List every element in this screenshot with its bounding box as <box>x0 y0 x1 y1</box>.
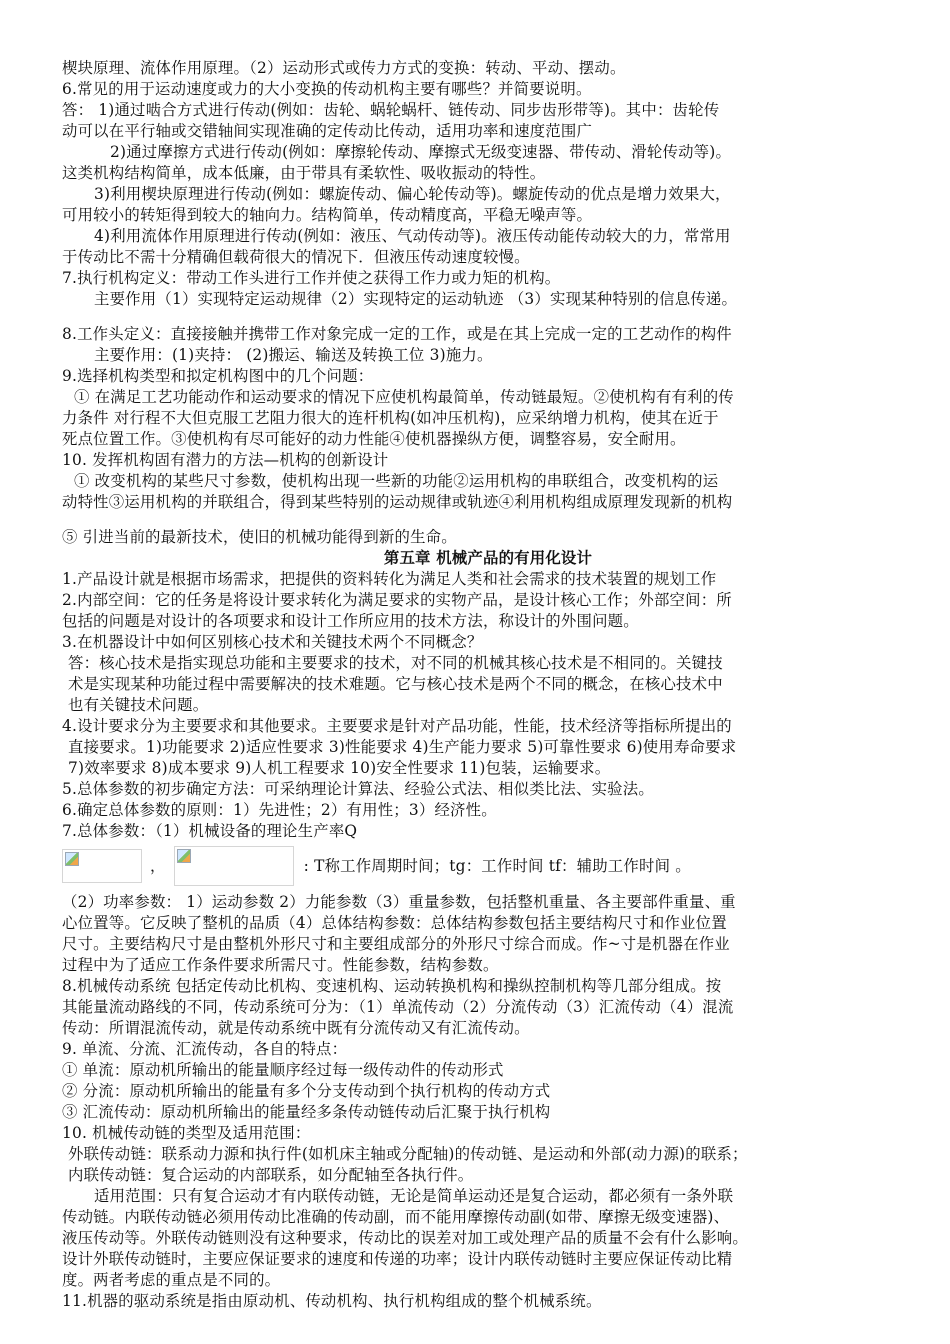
text-line: 包括的问题是对设计的各项要求和设计工作所应用的技术方法，称设计的外围问题。 <box>62 612 639 630</box>
text-line: 5.总体参数的初步确定方法：可采纳理论计算法、经验公式法、相似类比法、实验法。 <box>62 780 654 798</box>
text-line: 4)利用流体作用原理进行传动(例如：液压、气动传动等)。液压传动能传动较大的力，常常用 <box>94 227 731 245</box>
text-line: 2)通过摩擦方式进行传动(例如：摩擦轮传动、摩擦式无级变速器、带传动、滑轮传动等)。 <box>110 143 732 161</box>
text-line: 6.确定总体参数的原则：1）先进性；2）有用性；3）经济性。 <box>62 801 497 819</box>
text-line: （2）功率参数： 1）运动参数 2）力能参数（3）重量参数，包括整机重量、各主要部件重量、重 <box>62 893 736 911</box>
text-line: ⑤ 引进当前的最新技术，使旧的机械功能得到新的生命。 <box>62 528 457 546</box>
text-line: 答： 1)通过啮合方式进行传动(例如：齿轮、蜗轮蜗杆、链传动、同步齿形带等)。其中：齿轮传 <box>62 101 720 119</box>
text-line: 动特性③运用机构的并联组合，得到某些特别的运动规律或轨迹④利用机构组成原理发现新的机构 <box>62 493 733 511</box>
formula-separator: ， <box>150 856 166 875</box>
text-line: 9. 单流、分流、汇流传动，各自的特点： <box>62 1040 348 1058</box>
text-line: 其能量流动路线的不同，传动系统可分为：（1）单流传动（2）分流传动（3）汇流传动（4）混流 <box>62 998 734 1016</box>
text-line: 死点位置工作。③使机构有尽可能好的动力性能④使机器操纵方便，调整容易，安全耐用。 <box>62 430 686 448</box>
text-line: 尺寸。主要结构尺寸是由整机外形尺寸和主要组成部分的外形尺寸综合而成。作~寸是机器在作业 <box>62 935 730 953</box>
text-line: 8.机械传动系统 包括定传动比机构、变速机构、运动转换机构和操纵控制机构等几部分组成。按 <box>62 977 722 995</box>
text-line: 7)效率要求 8)成本要求 9)人机工程要求 10)安全性要求 11)包装，运输要求。 <box>68 759 611 777</box>
spacer <box>62 513 894 527</box>
text-line: ① 改变机构的某些尺寸参数，使机构出现一些新的功能②运用机构的串联组合，改变机构的运 <box>74 472 719 490</box>
text-line: 液压传动等。外联传动链则没有这种要求，传动比的误差对加工或处理产品的质量不会有什么影响。 <box>62 1229 748 1247</box>
document-page <box>62 58 894 1312</box>
spacer <box>62 310 894 324</box>
formula-image-placeholder <box>174 846 294 886</box>
text-line: 答：核心技术是指实现总功能和主要要求的技术，对不同的机械其核心技术是不相同的。关键技 <box>68 654 723 672</box>
formula-description: : T称工作周期时间；tg：工作时间 tf：辅助工作时间 。 <box>303 856 691 875</box>
text-line: 3)利用楔块原理进行传动(例如：螺旋传动、偏心轮传动等)。螺旋传动的优点是增力效果大， <box>94 185 731 203</box>
text-line: 1.产品设计就是根据市场需求，把提供的资料转化为满足人类和社会需求的技术装置的规划工作 <box>62 570 717 588</box>
text-line: 过程中为了适应工作条件要求所需尺寸。性能参数，结构参数。 <box>62 956 499 974</box>
formula-row <box>62 846 894 886</box>
question-9: 9.选择机构类型和拟定机构图中的几个问题： <box>62 367 374 385</box>
text-line: 直接要求。1)功能要求 2)适应性要求 3)性能要求 4)生产能力要求 5)可靠性要求 6)使用寿命要求 <box>68 738 737 756</box>
text-line: 4.设计要求分为主要要求和其他要求。主要要求是针对产品功能，性能，技术经济等指标所提出的 <box>62 717 732 735</box>
text-line: 3.在机器设计中如何区别核心技术和关键技术两个不同概念？ <box>62 633 483 651</box>
text-line: 内联传动链：复合运动的内部联系，如分配轴至各执行件。 <box>68 1166 474 1184</box>
text-line: 外联传动链：联系动力源和执行件(如机床主轴或分配轴)的传动链、是运动和外部(动力源)的联系； <box>68 1145 748 1163</box>
list-item: ② 分流：原动机所输出的能量有多个分支传动到个执行机构的传动方式 <box>62 1082 551 1100</box>
text-line: 11.机器的驱动系统是指由原动机、传动机构、执行机构组成的整个机械系统。 <box>62 1292 602 1310</box>
question-8: 8.工作头定义：直接接触并携带工作对象完成一定的工作，或是在其上完成一定的工艺动作的构件 <box>62 325 732 343</box>
list-item: ③ 汇流传动：原动机所输出的能量经多条传动链传动后汇聚于执行机构 <box>62 1103 551 1121</box>
question-7: 7.执行机构定义：带动工作头进行工作并使之获得工作力或力矩的机构。 <box>62 269 561 287</box>
broken-image-icon <box>65 852 79 866</box>
text-line: 动可以在平行轴或交错轴间实现准确的定传动比传动，适用功率和速度范围广 <box>62 122 593 140</box>
text-line: 也有关键技术问题。 <box>68 696 209 714</box>
list-item: ① 单流：原动机所输出的能量顺序经过每一级传动件的传动形式 <box>62 1061 504 1079</box>
text-line: 心位置等。它反映了整机的品质（4）总体结构参数：总体结构参数包括主要结构尺寸和作业位置 <box>62 914 727 932</box>
text-line: 7.总体参数：（1）机械设备的理论生产率Q <box>62 822 358 840</box>
text-line: 楔块原理、流体作用原理。（2）运动形式或传力方式的变换：转动、平动、摆动。 <box>62 59 626 77</box>
formula-image-placeholder <box>62 849 142 883</box>
text-line: 这类机构结构简单，成本低廉，由于带具有柔软性、吸收振动的特性。 <box>62 164 546 182</box>
text-line: 主要作用：(1)夹持： (2)搬运、输送及转换工位 3)施力。 <box>94 346 493 364</box>
question-6: 6.常见的用于运动速度或力的大小变换的传动机构主要有哪些？并简要说明。 <box>62 80 592 98</box>
text-line: 传动链。内联传动链必须用传动比准确的传动副，而不能用摩擦传动副(如带、摩擦无级变速器)、 <box>62 1208 730 1226</box>
question-10: 10. 发挥机构固有潜力的方法—机构的创新设计 <box>62 451 389 469</box>
text-line: 主要作用（1）实现特定运动规律（2）实现特定的运动轨迹 （3）实现某种特别的信息传递。 <box>94 290 738 308</box>
text-line: 10. 机械传动链的类型及适用范围： <box>62 1124 311 1142</box>
text-line: 可用较小的转矩得到较大的轴向力。结构简单，传动精度高，平稳无噪声等。 <box>62 206 593 224</box>
text-line: 2.内部空间：它的任务是将设计要求转化为满足要求的实物产品，是设计核心工作；外部空间：所 <box>62 591 732 609</box>
text-line: 度。两者考虑的重点是不同的。 <box>62 1271 281 1289</box>
text-line: ① 在满足工艺功能动作和运动要求的情况下应使机构最简单，传动链最短。②使机构有有利的传 <box>74 388 734 406</box>
text-line: 设计外联传动链时，主要应保证要求的速度和传递的功率；设计内联传动链时主要应保证传动比精 <box>62 1250 733 1268</box>
text-line: 力条件 对行程不大但克服工艺阻力很大的连杆机构(如冲压机构)，应采纳增力机构，使其在近于 <box>62 409 719 427</box>
text-line: 传动：所谓混流传动，就是传动系统中既有分流传动又有汇流传动。 <box>62 1019 530 1037</box>
chapter-title: 第五章 机械产品的有用化设计 <box>383 549 593 567</box>
broken-image-icon <box>177 849 191 863</box>
text-line: 于传动比不需十分精确但载荷很大的情况下．但液压传动速度较慢。 <box>62 248 530 266</box>
text-line: 术是实现某种功能过程中需要解决的技术难题。它与核心技术是两个不同的概念，在核心技术中 <box>68 675 723 693</box>
text-line: 适用范围：只有复合运动才有内联传动链，无论是简单运动还是复合运动，都必须有一条外联 <box>94 1187 734 1205</box>
